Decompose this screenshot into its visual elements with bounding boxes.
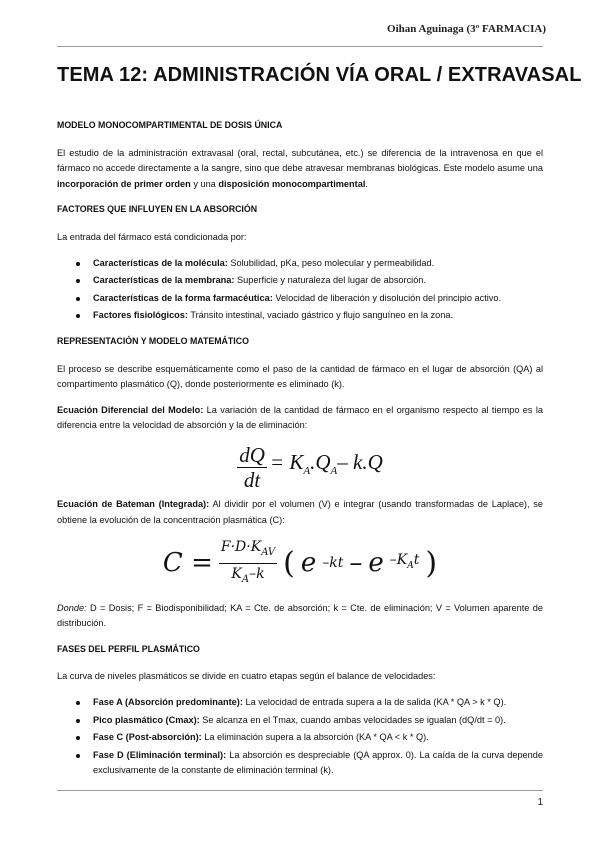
item-label: Características de la membrana: — [93, 275, 235, 286]
eq-term: .Q — [310, 450, 331, 475]
right-paren: ) — [425, 545, 438, 581]
paragraph-representacion: El proceso se describe esquemáticamente como el paso de la cantidad de fármaco en el lugar de absorción (QA) al compartimento plasmático (Q), donde posteriormente es eliminado (k). — [57, 363, 543, 390]
bateman-equation — [57, 538, 543, 589]
bullet-icon — [76, 719, 80, 723]
item-text: La velocidad de entrada supera a la de salida (KA * QA > k * Q). — [242, 697, 507, 708]
eq-subscript: A — [407, 560, 414, 571]
paragraph-ecuacion-diferencial — [57, 403, 543, 434]
section-heading-representacion: REPRESENTACIÓN Y MODELO MATEMÁTICO — [57, 335, 249, 346]
fraction — [237, 444, 267, 491]
section-heading-fases: FASES DEL PERFIL PLASMÁTICO — [57, 643, 200, 654]
item-label: Fase C (Post-absorción): — [93, 732, 202, 743]
list-fases — [57, 695, 543, 779]
bold-run: incorporación de primer orden — [57, 178, 191, 189]
fraction-numerator: dQ — [239, 442, 265, 467]
header-rule — [57, 46, 543, 47]
paragraph-fases-intro: La curva de niveles plasmáticos se divide en cuatro etapas según el balance de velocidades: — [57, 671, 436, 682]
eq-subscript: AV — [261, 546, 276, 558]
list-item — [57, 256, 543, 272]
left-paren: ( — [283, 545, 295, 581]
bullet-icon — [76, 754, 80, 758]
footer-rule — [57, 790, 543, 791]
equation-rhs — [269, 450, 383, 480]
eq-term: – k.Q — [337, 450, 383, 475]
text-run: D = Dosis; F = Biodisponibilidad; KA = Cte. de absorción; k = Cte. de eliminación; V = Volumen aparente de distribución. — [57, 602, 543, 629]
item-text: Velocidad de liberación y disolución del principio activo. — [272, 292, 502, 303]
section-heading-modelo: MODELO MONOCOMPARTIMENTAL DE DOSIS ÚNICA — [57, 120, 283, 130]
page-title: TEMA 12: ADMINISTRACIÓN VÍA ORAL / EXTRAVASAL — [57, 64, 582, 86]
fraction-numerator — [219, 538, 277, 564]
list-item — [57, 273, 543, 289]
item-text: La absorción es despreciable (QA approx. 0). La caída de la curva depende exclusivamente de la constante de eliminación terminal (k). — [93, 749, 543, 776]
eq-base: e — [368, 547, 384, 578]
text-run: La variación de la cantidad de fármaco en el organismo respecto al tiempo es la diferencia entre la velocidad de absorción y la de eliminación: — [57, 404, 543, 431]
bold-run: disposición monocompartimental — [218, 178, 366, 189]
section-heading-factores: FACTORES QUE INFLUYEN EN LA ABSORCIÓN — [57, 204, 258, 215]
eq-subscript: A — [303, 465, 311, 478]
header-author: Oihan Aguinaga (3º FARMACIA) — [387, 23, 546, 35]
item-text: Se alcanza en el Tmax, cuando ambas velocidades se igualan (dQ/dt = 0). — [199, 714, 506, 725]
list-item — [57, 308, 543, 324]
list-item — [57, 695, 543, 711]
eq-subscript: A — [330, 465, 338, 478]
text-run: Al dividir por el volumen (V) e integrar (usando transformadas de Laplace), se obtiene la evolución de la concentración plasmática (C): — [57, 498, 544, 525]
list-item — [57, 291, 543, 307]
list-item — [57, 730, 543, 746]
eq-term: F·D·K — [220, 539, 262, 556]
eq-term: t — [413, 551, 420, 568]
item-label: Fase A (Absorción predominante): — [93, 697, 243, 708]
text-run: . — [365, 178, 368, 189]
eq-term: K — [231, 565, 242, 582]
bullet-icon — [76, 701, 80, 705]
eq-lhs: C = — [162, 547, 213, 578]
paragraph-factores-intro: La entrada del fármaco está condicionada por: — [57, 231, 247, 242]
eq-operator: – — [349, 547, 363, 578]
item-label: Pico plasmático (Cmax): — [93, 714, 200, 725]
eq-exponent: –kt — [322, 554, 344, 571]
item-text: Tránsito intestinal, vaciado gástrico y flujo sanguíneo en la zona. — [187, 310, 454, 321]
fraction-denominator: dt — [243, 467, 261, 492]
paragraph-donde — [57, 601, 543, 632]
document-body — [57, 118, 543, 789]
eq-term: = K — [269, 450, 304, 475]
fraction — [219, 538, 277, 589]
item-label: Factores fisiológicos: — [93, 310, 188, 321]
eq-term: –K — [389, 551, 408, 568]
bold-run: Ecuación Diferencial del Modelo: — [57, 404, 204, 415]
item-text: La eliminación supera a la absorción (KA * QA < k * Q). — [201, 732, 429, 743]
item-text: Superficie y naturaleza del lugar de absorción. — [234, 275, 426, 286]
bullet-icon — [76, 314, 80, 318]
text-run: y una — [190, 178, 219, 189]
differential-equation — [57, 444, 543, 491]
paragraph-ecuacion-bateman — [57, 497, 543, 528]
bullet-icon — [76, 279, 80, 283]
page-number: 1 — [537, 797, 543, 808]
bullet-icon — [76, 262, 80, 266]
list-item — [57, 713, 543, 729]
eq-subscript: A — [241, 573, 250, 585]
italic-run: Donde: — [57, 602, 87, 613]
eq-base: e — [300, 547, 317, 578]
bullet-icon — [76, 297, 80, 301]
item-label: Características de la forma farmacéutica: — [93, 292, 273, 303]
fraction-denominator — [231, 564, 264, 589]
item-label: Características de la molécula: — [93, 257, 228, 268]
text-run: El estudio de la administración extravasal (oral, rectal, subcutánea, etc.) se diferencia de la intravenosa en que el fármaco no accede directamente a la sangre, sino que debe atravesar membranas biológicas. Este modelo asume una — [57, 147, 543, 174]
list-item — [57, 748, 543, 779]
bold-run: Ecuación de Bateman (Integrada): — [57, 498, 210, 509]
eq-term: –k — [249, 565, 265, 582]
paragraph-modelo — [57, 146, 543, 193]
list-factores — [57, 256, 543, 324]
eq-exponent — [390, 553, 420, 574]
item-label: Fase D (Eliminación terminal): — [93, 749, 227, 760]
bullet-icon — [76, 736, 80, 740]
item-text: Solubilidad, pKa, peso molecular y permeabilidad. — [227, 257, 435, 268]
